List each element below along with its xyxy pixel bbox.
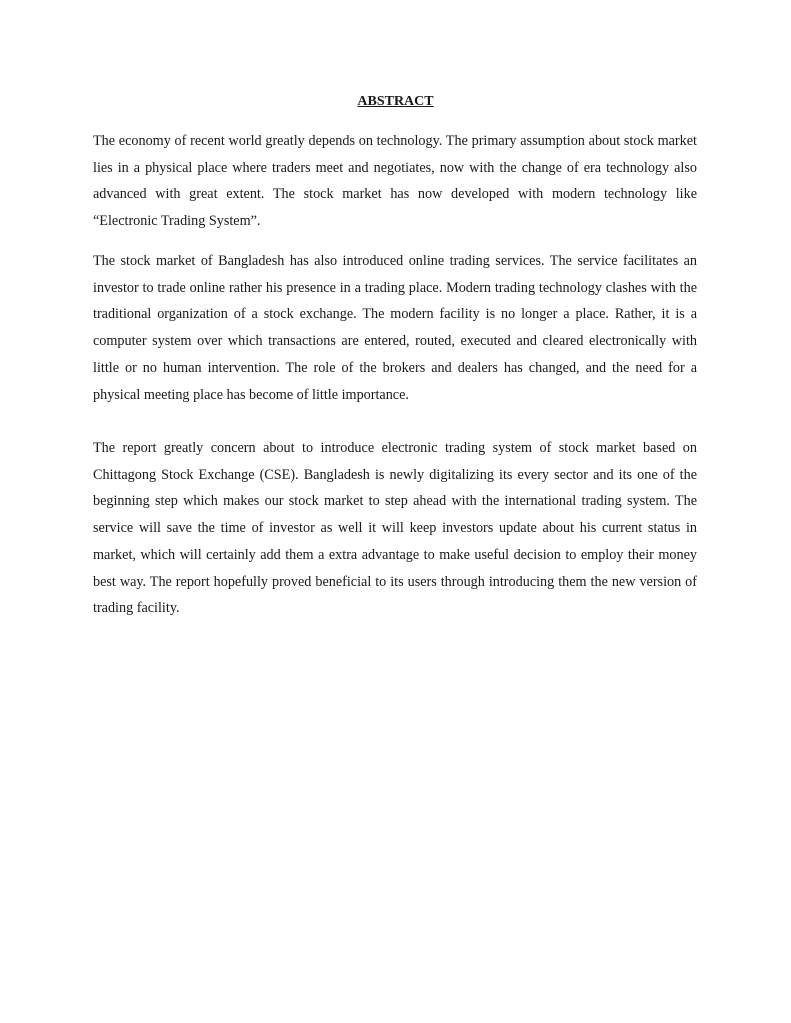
paragraph-3: The report greatly concern about to introduce electronic trading system of stock market based on Chittagong Stock Exchange (CSE). Bangladesh is newly digitalizing its every sector and its one of the beginning step which makes our stock market to step ahead with the international trading system. The service will save the time of investor as well it will keep investors update about his current status in market, which will certainly add them a extra advantage to make useful decision to employ their money best way. The report hopefully proved beneficial to its users through introducing them the new version of trading facility. [93, 440, 697, 617]
page-title: ABSTRACT [357, 94, 434, 109]
paragraph-1: The economy of recent world greatly depends on technology. The primary assumption about stock market lies in a physical place where traders meet and negotiates, now with the change of era technology also advanced with great extent. The stock market has now developed with modern technology like “Electronic Trading System”. [93, 133, 697, 230]
paragraph-2: The stock market of Bangladesh has also introduced online trading services. The service facilitates an investor to trade online rather his presence in a trading place. Modern trading technology clashes with the traditional organization of a stock exchange. The modern facility is no longer a place. Rather, it is a computer system over which transactions are entered, routed, executed and cleared electronically with little or no human intervention. The role of the brokers and dealers has changed, and the need for a physical meeting place has become of little importance. [93, 253, 697, 403]
